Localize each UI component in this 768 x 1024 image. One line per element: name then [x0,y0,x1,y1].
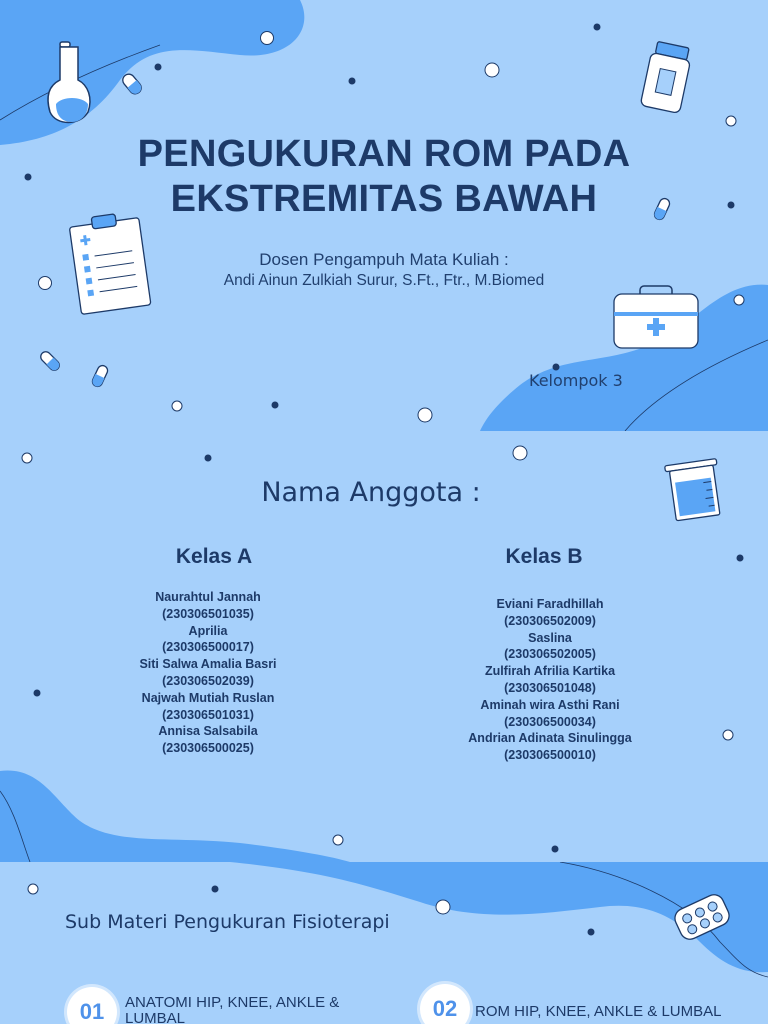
members-heading: Nama Anggota : [261,477,481,508]
member-id: (230306500017) [162,640,254,655]
submateri-heading: Sub Materi Pengukuran Fisioterapi [65,911,390,933]
member-name: Aminah wira Asthi Rani [480,697,620,712]
pill-icon [39,350,62,373]
lecturer-name: Andi Ainun Zulkiah Surur, S.Ft., Ftr., M.Biomed [223,272,545,289]
member-id: (230306502005) [504,647,596,662]
pill-icon [91,364,109,388]
topic-label-02: ROM HIP, KNEE, ANKLE & LUMBAL [475,1003,722,1020]
class-b-members [430,596,670,764]
class-b-title: Kelas B [505,545,583,568]
class-a-title: Kelas A [175,545,253,568]
member-name: Zulfirah Afrilia Kartika [484,664,616,679]
topic-number-01: 01 [67,987,117,1024]
member-name: Eviani Faradhillah [496,597,604,611]
member-id: (230306500010) [504,748,596,763]
title-line-1: PENGUKURAN ROM PADA [137,133,631,175]
topic-number-02: 02 [420,984,470,1024]
member-id: (230306502009) [504,613,596,628]
title-slide [0,0,768,431]
member-id: (230306501031) [162,707,254,722]
member-id: (230306501048) [504,680,596,695]
page-title [0,132,768,222]
member-name: Annisa Salsabila [158,724,258,739]
blob-bottom-left [0,771,350,862]
medicine-bottle-icon [640,41,693,114]
submateri-slide [0,862,768,1024]
member-id: (230306500025) [162,741,254,756]
member-name: Siti Salwa Amalia Basri [139,657,277,672]
member-name: Saslina [528,630,572,645]
member-name: Naurahtul Jannah [155,590,261,604]
member-id: (230306500034) [504,714,596,729]
slide3-background [0,862,768,1024]
member-name: Andrian Adinata Sinulingga [468,731,632,746]
member-name: Aprilia [188,623,228,638]
group-label: Kelompok 3 [529,371,623,390]
first-aid-kit-icon [614,286,698,348]
member-id: (230306502039) [162,673,254,688]
class-a-members [88,589,328,757]
member-name: Najwah Mutiah Ruslan [141,690,275,705]
pill-icon [120,72,143,97]
blob-top-left [0,0,304,145]
topic-label-01: ANATOMI HIP, KNEE, ANKLE & LUMBAL [125,994,340,1024]
lecturer-label: Dosen Pengampuh Mata Kuliah : [259,250,509,269]
title-line-2: EKSTREMITAS BAWAH [170,178,598,220]
member-id: (230306501035) [162,606,254,621]
members-slide [0,431,768,862]
